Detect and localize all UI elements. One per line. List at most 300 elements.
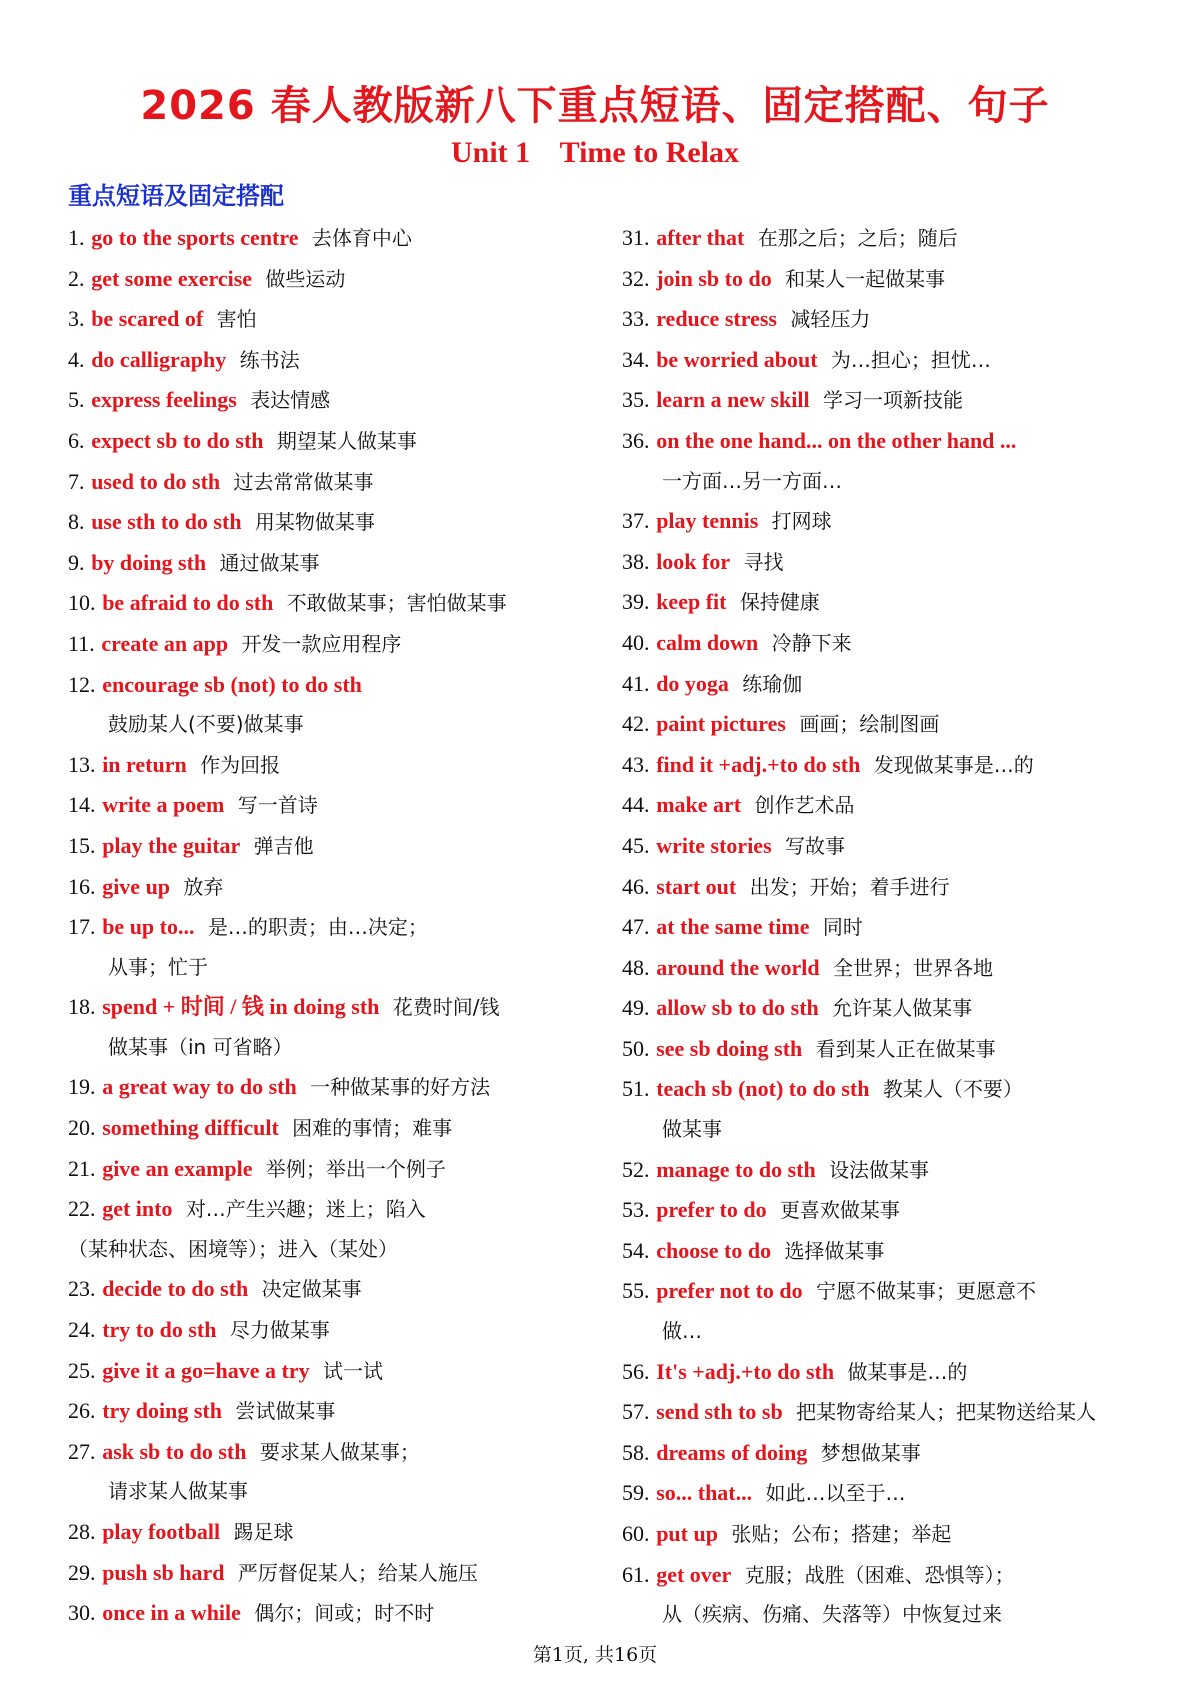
phrase-item bbox=[68, 1593, 568, 1634]
phrase-line bbox=[68, 1512, 568, 1553]
phrase-list-right bbox=[622, 218, 1142, 1635]
item-number: 5. bbox=[68, 387, 85, 413]
item-number: 26. bbox=[68, 1398, 96, 1424]
item-number: 35. bbox=[622, 387, 650, 413]
phrase-line bbox=[622, 907, 1142, 948]
chinese-meaning: 表达情感 bbox=[250, 388, 331, 413]
item-number: 14. bbox=[68, 792, 96, 818]
phrase-line bbox=[68, 1310, 568, 1351]
chinese-meaning: 减轻压力 bbox=[790, 307, 871, 332]
page-footer: 第1页, 共16页 bbox=[532, 1644, 658, 1666]
chinese-meaning: 不敢做某事；害怕做某事 bbox=[286, 591, 507, 616]
item-number: 56. bbox=[622, 1358, 650, 1384]
phrase-item bbox=[68, 259, 568, 300]
chinese-meaning: 写一首诗 bbox=[237, 793, 318, 818]
phrase-line bbox=[622, 421, 1142, 462]
chinese-meaning: 画画；绘制图画 bbox=[799, 712, 940, 737]
item-number: 1. bbox=[68, 225, 85, 250]
item-number: 36. bbox=[622, 427, 650, 453]
phrase-line bbox=[622, 988, 1142, 1029]
item-number: 10. bbox=[68, 590, 96, 616]
item-number: 11. bbox=[68, 630, 95, 656]
item-number: 59. bbox=[622, 1480, 650, 1506]
phrase-line bbox=[622, 380, 1142, 421]
item-number: 7. bbox=[68, 468, 85, 494]
phrase-line bbox=[622, 664, 1142, 705]
phrase-line bbox=[622, 1029, 1142, 1070]
item-number: 54. bbox=[622, 1237, 650, 1263]
phrase-item bbox=[622, 1433, 1142, 1474]
english-phrase: send sth to sb bbox=[656, 1399, 783, 1425]
phrase-line bbox=[622, 1392, 1142, 1433]
english-phrase: reduce stress bbox=[656, 306, 777, 332]
english-phrase: expect sb to do sth bbox=[91, 427, 264, 453]
english-phrase: play tennis bbox=[656, 508, 759, 534]
phrase-item bbox=[622, 1473, 1142, 1514]
phrase-item bbox=[622, 1514, 1142, 1555]
phrase-item bbox=[622, 299, 1142, 340]
item-number: 22. bbox=[68, 1196, 96, 1222]
item-number: 6. bbox=[68, 427, 85, 453]
english-phrase: create an app bbox=[101, 630, 229, 656]
phrase-line bbox=[68, 826, 568, 867]
item-number: 29. bbox=[68, 1559, 96, 1585]
chinese-meaning: 写故事 bbox=[785, 833, 845, 858]
chinese-meaning: 害怕 bbox=[216, 307, 257, 332]
chinese-meaning: 尽力做某事 bbox=[229, 1318, 330, 1343]
phrase-line bbox=[622, 501, 1142, 542]
item-number: 52. bbox=[622, 1156, 650, 1182]
chinese-meaning: 放弃 bbox=[183, 874, 224, 899]
english-phrase: be worried about bbox=[656, 346, 818, 372]
phrase-line bbox=[622, 1514, 1142, 1555]
section-title: 重点短语及固定搭配 bbox=[68, 182, 284, 210]
english-phrase: give up bbox=[102, 873, 171, 899]
english-phrase: use sth to do sth bbox=[91, 509, 242, 535]
item-number: 44. bbox=[622, 792, 650, 818]
english-phrase: learn a new skill bbox=[656, 387, 810, 413]
english-phrase: be afraid to do sth bbox=[102, 590, 274, 616]
english-phrase: a great way to do sth bbox=[102, 1074, 297, 1100]
phrase-item bbox=[622, 582, 1142, 623]
phrase-item bbox=[622, 948, 1142, 989]
item-number: 23. bbox=[68, 1276, 96, 1302]
phrase-item bbox=[68, 1108, 568, 1149]
chinese-meaning: 弹吉他 bbox=[253, 833, 314, 858]
chinese-meaning: 克服；战胜（困难、恐惧等）； bbox=[744, 1562, 1015, 1587]
item-number: 34. bbox=[622, 346, 650, 372]
phrase-line bbox=[68, 340, 568, 381]
english-phrase: try to do sth bbox=[102, 1317, 217, 1343]
phrase-line bbox=[68, 624, 568, 665]
phrase-line bbox=[68, 218, 568, 259]
chinese-meaning: 打网球 bbox=[771, 509, 832, 534]
english-phrase: look for bbox=[656, 548, 731, 574]
english-phrase: encourage sb (not) to do sth bbox=[102, 671, 362, 697]
phrase-line bbox=[622, 1231, 1142, 1272]
phrase-item bbox=[68, 987, 568, 1067]
english-phrase: try doing sth bbox=[102, 1398, 222, 1424]
phrase-line bbox=[622, 1473, 1142, 1514]
phrase-item bbox=[622, 340, 1142, 381]
phrase-item bbox=[68, 583, 568, 624]
item-number: 51. bbox=[622, 1076, 650, 1102]
phrase-list-left bbox=[68, 218, 568, 1634]
english-phrase: find it +adj.+to do sth bbox=[656, 751, 861, 777]
phrase-item bbox=[622, 1231, 1142, 1272]
chinese-meaning-continued: 做某事（in 可省略） bbox=[108, 1034, 293, 1059]
phrase-item bbox=[622, 1392, 1142, 1433]
item-number: 4. bbox=[68, 346, 85, 372]
item-number: 3. bbox=[68, 306, 85, 332]
english-phrase: spend + 时间 / 钱 in doing sth bbox=[102, 994, 380, 1020]
phrase-line bbox=[622, 542, 1142, 583]
english-phrase: join sb to do bbox=[656, 265, 772, 291]
phrase-line bbox=[622, 1150, 1142, 1191]
phrase-line bbox=[68, 1269, 568, 1310]
english-phrase: dreams of doing bbox=[656, 1439, 808, 1465]
english-phrase: allow sb to do sth bbox=[656, 995, 819, 1021]
english-phrase: express feelings bbox=[91, 387, 237, 413]
phrase-item bbox=[68, 1512, 568, 1553]
chinese-meaning: 梦想做某事 bbox=[820, 1440, 921, 1465]
item-number: 21. bbox=[68, 1155, 96, 1181]
item-number: 58. bbox=[622, 1439, 650, 1465]
unit-subtitle: Unit 1 Time to Relax bbox=[450, 136, 740, 169]
chinese-meaning: 通过做某事 bbox=[219, 550, 320, 575]
phrase-line bbox=[622, 1271, 1142, 1312]
phrase-line bbox=[622, 867, 1142, 908]
item-number: 9. bbox=[68, 549, 85, 575]
english-phrase: give it a go=have a try bbox=[102, 1357, 310, 1383]
phrase-item bbox=[622, 501, 1142, 542]
item-number: 33. bbox=[622, 306, 650, 332]
phrase-line bbox=[622, 826, 1142, 867]
chinese-meaning: 练瑜伽 bbox=[742, 671, 803, 696]
english-phrase: write stories bbox=[656, 832, 772, 858]
phrase-line bbox=[68, 380, 568, 421]
phrase-item bbox=[68, 1553, 568, 1594]
phrase-item bbox=[68, 1067, 568, 1108]
english-phrase: play the guitar bbox=[102, 832, 241, 858]
chinese-meaning-continued: 从（疾病、伤痛、失落等）中恢复过来 bbox=[662, 1602, 1002, 1627]
chinese-meaning: 为…担心；担忧… bbox=[830, 347, 991, 372]
chinese-meaning: 是…的职责；由…决定； bbox=[207, 915, 428, 940]
english-phrase: keep fit bbox=[656, 589, 727, 615]
chinese-meaning: 创作艺术品 bbox=[754, 793, 855, 818]
phrase-item bbox=[622, 380, 1142, 421]
phrase-item bbox=[68, 624, 568, 665]
english-phrase: manage to do sth bbox=[656, 1156, 816, 1182]
english-phrase: get into bbox=[102, 1196, 173, 1222]
phrase-item bbox=[622, 1190, 1142, 1231]
item-number: 16. bbox=[68, 873, 96, 899]
phrase-item bbox=[68, 745, 568, 786]
english-phrase: prefer not to do bbox=[656, 1278, 803, 1304]
phrase-item bbox=[622, 1555, 1142, 1635]
chinese-meaning-continued: 请求某人做某事 bbox=[108, 1479, 248, 1504]
english-phrase: used to do sth bbox=[91, 468, 221, 494]
chinese-meaning: 同时 bbox=[822, 915, 863, 940]
phrase-item bbox=[622, 704, 1142, 745]
chinese-meaning: 设法做某事 bbox=[829, 1157, 930, 1182]
item-number: 45. bbox=[622, 832, 650, 858]
english-phrase: see sb doing sth bbox=[656, 1035, 803, 1061]
english-phrase: ask sb to do sth bbox=[102, 1438, 247, 1464]
chinese-meaning: 试一试 bbox=[323, 1358, 383, 1383]
item-number: 42. bbox=[622, 711, 650, 737]
phrase-line bbox=[622, 1352, 1142, 1393]
phrase-item bbox=[622, 867, 1142, 908]
phrase-line bbox=[68, 421, 568, 462]
chinese-meaning: 偶尔；间或；时不时 bbox=[254, 1601, 435, 1626]
chinese-meaning: 冷静下来 bbox=[771, 630, 852, 655]
english-phrase: play football bbox=[102, 1519, 221, 1544]
phrase-line bbox=[68, 1189, 568, 1230]
phrase-line bbox=[68, 462, 568, 503]
chinese-meaning: 决定做某事 bbox=[261, 1277, 362, 1302]
english-phrase: in return bbox=[102, 751, 187, 777]
item-number: 25. bbox=[68, 1357, 96, 1383]
phrase-item bbox=[68, 421, 568, 462]
phrase-line bbox=[68, 907, 568, 948]
english-phrase: after that bbox=[656, 225, 745, 250]
phrase-line bbox=[68, 1351, 568, 1392]
phrase-item bbox=[68, 785, 568, 826]
chinese-meaning: 更喜欢做某事 bbox=[779, 1198, 900, 1223]
phrase-item bbox=[622, 623, 1142, 664]
phrase-item bbox=[68, 299, 568, 340]
phrase-line bbox=[68, 1067, 568, 1108]
chinese-meaning: 用某物做某事 bbox=[254, 510, 375, 535]
phrase-line bbox=[68, 583, 568, 624]
item-number: 40. bbox=[622, 629, 650, 655]
phrase-line bbox=[68, 1391, 568, 1432]
chinese-meaning: 花费时间/钱 bbox=[392, 995, 500, 1020]
english-phrase: prefer to do bbox=[656, 1197, 767, 1223]
phrase-line bbox=[622, 218, 1142, 259]
english-phrase: at the same time bbox=[656, 914, 810, 940]
chinese-meaning-continued: 一方面…另一方面… bbox=[662, 468, 842, 493]
phrase-line bbox=[622, 340, 1142, 381]
item-number: 39. bbox=[622, 589, 650, 615]
phrase-item bbox=[68, 380, 568, 421]
phrase-item bbox=[68, 1269, 568, 1310]
phrase-item bbox=[68, 665, 568, 745]
item-number: 38. bbox=[622, 548, 650, 574]
english-phrase: paint pictures bbox=[656, 711, 786, 737]
item-number: 31. bbox=[622, 225, 650, 250]
phrase-item bbox=[622, 745, 1142, 786]
item-number: 30. bbox=[68, 1600, 96, 1626]
phrase-item bbox=[622, 1150, 1142, 1191]
phrase-line bbox=[68, 1108, 568, 1149]
phrase-item bbox=[68, 1432, 568, 1512]
english-phrase: give an example bbox=[102, 1155, 253, 1181]
phrase-item bbox=[68, 1149, 568, 1190]
phrase-item bbox=[622, 664, 1142, 705]
phrase-line bbox=[68, 543, 568, 584]
chinese-meaning: 困难的事情；难事 bbox=[292, 1116, 453, 1141]
chinese-meaning: 教某人（不要） bbox=[882, 1077, 1023, 1102]
item-number: 15. bbox=[68, 832, 96, 858]
chinese-meaning: 如此…以至于… bbox=[765, 1481, 906, 1506]
chinese-meaning: 保持健康 bbox=[739, 590, 820, 615]
phrase-item bbox=[622, 826, 1142, 867]
chinese-meaning: 宁愿不做某事；更愿意不 bbox=[816, 1279, 1036, 1304]
chinese-meaning-continued: 从事；忙于 bbox=[108, 954, 208, 979]
phrase-line bbox=[622, 259, 1142, 300]
phrase-item bbox=[68, 907, 568, 987]
english-phrase: on the one hand... on the other hand ... bbox=[656, 427, 1017, 453]
phrase-item bbox=[622, 1069, 1142, 1149]
item-number: 48. bbox=[622, 954, 650, 980]
chinese-meaning: 看到某人正在做某事 bbox=[815, 1036, 996, 1061]
phrase-line bbox=[622, 1190, 1142, 1231]
phrase-item bbox=[622, 542, 1142, 583]
phrase-item bbox=[68, 462, 568, 503]
english-phrase: do calligraphy bbox=[91, 346, 227, 372]
item-number: 46. bbox=[622, 873, 650, 899]
phrase-item bbox=[622, 218, 1142, 259]
phrase-item bbox=[622, 988, 1142, 1029]
phrase-line bbox=[68, 1432, 568, 1473]
english-phrase: put up bbox=[656, 1521, 718, 1546]
phrase-line bbox=[622, 1433, 1142, 1474]
phrase-line bbox=[622, 704, 1142, 745]
item-number: 28. bbox=[68, 1519, 96, 1544]
phrase-item bbox=[622, 1271, 1142, 1351]
english-phrase: by doing sth bbox=[91, 549, 207, 575]
phrase-line bbox=[68, 1149, 568, 1190]
chinese-meaning: 开发一款应用程序 bbox=[241, 631, 402, 656]
phrase-item bbox=[622, 785, 1142, 826]
phrase-line bbox=[68, 259, 568, 300]
chinese-meaning: 尝试做某事 bbox=[235, 1399, 336, 1424]
english-phrase: something difficult bbox=[102, 1115, 279, 1141]
english-phrase: so... that... bbox=[656, 1480, 753, 1506]
phrase-line bbox=[622, 582, 1142, 623]
chinese-meaning: 张贴；公布；搭建；举起 bbox=[731, 1522, 952, 1546]
phrase-item bbox=[68, 218, 568, 259]
item-number: 55. bbox=[622, 1278, 650, 1304]
english-phrase: once in a while bbox=[102, 1600, 241, 1626]
chinese-meaning: 做某事是…的 bbox=[847, 1359, 968, 1384]
phrase-line bbox=[622, 1069, 1142, 1110]
item-number: 2. bbox=[68, 265, 85, 291]
phrase-line bbox=[622, 785, 1142, 826]
item-number: 13. bbox=[68, 751, 96, 777]
chinese-meaning: 对…产生兴趣；迷上；陷入 bbox=[185, 1197, 426, 1222]
phrase-line bbox=[622, 1555, 1142, 1596]
english-phrase: push sb hard bbox=[102, 1559, 225, 1585]
english-phrase: be up to... bbox=[102, 914, 195, 940]
phrase-item bbox=[68, 1310, 568, 1351]
english-phrase: decide to do sth bbox=[102, 1276, 249, 1302]
item-number: 17. bbox=[68, 914, 96, 940]
phrase-line bbox=[622, 745, 1142, 786]
item-number: 41. bbox=[622, 670, 650, 696]
chinese-meaning: 期望某人做某事 bbox=[276, 428, 417, 453]
english-phrase: teach sb (not) to do sth bbox=[656, 1076, 870, 1102]
item-number: 18. bbox=[68, 994, 96, 1020]
item-number: 61. bbox=[622, 1561, 650, 1587]
item-number: 32. bbox=[622, 265, 650, 291]
phrase-item bbox=[68, 826, 568, 867]
phrase-line bbox=[68, 502, 568, 543]
chinese-meaning: 过去常常做某事 bbox=[233, 469, 374, 494]
phrase-line bbox=[68, 867, 568, 908]
english-phrase: do yoga bbox=[656, 670, 729, 696]
phrase-item bbox=[68, 1351, 568, 1392]
english-phrase: get some exercise bbox=[91, 265, 253, 291]
item-number: 24. bbox=[68, 1317, 96, 1343]
item-number: 8. bbox=[68, 509, 85, 535]
item-number: 49. bbox=[622, 995, 650, 1021]
chinese-meaning: 发现做某事是…的 bbox=[873, 752, 1034, 777]
chinese-meaning: 练书法 bbox=[239, 347, 300, 372]
phrase-item bbox=[622, 907, 1142, 948]
phrase-item bbox=[68, 1189, 568, 1269]
english-phrase: It's +adj.+to do sth bbox=[656, 1358, 835, 1384]
english-phrase: start out bbox=[656, 873, 737, 899]
phrase-item bbox=[622, 1352, 1142, 1393]
chinese-meaning: 作为回报 bbox=[200, 752, 281, 777]
item-number: 12. bbox=[68, 671, 96, 697]
chinese-meaning: 全世界；世界各地 bbox=[832, 955, 993, 980]
english-phrase: calm down bbox=[656, 629, 759, 655]
chinese-meaning: 做些运动 bbox=[265, 266, 346, 291]
item-number: 37. bbox=[622, 508, 650, 534]
phrase-line bbox=[68, 1593, 568, 1634]
item-number: 19. bbox=[68, 1074, 96, 1100]
phrase-item bbox=[68, 502, 568, 543]
chinese-meaning-continued: 做某事 bbox=[662, 1117, 722, 1142]
chinese-meaning: 一种做某事的好方法 bbox=[310, 1075, 491, 1100]
page-title: 2026 春人教版新八下重点短语、固定搭配、句子 bbox=[140, 83, 1050, 129]
english-phrase: make art bbox=[656, 792, 742, 818]
phrase-line bbox=[68, 665, 568, 706]
phrase-item bbox=[68, 1391, 568, 1432]
chinese-meaning: 和某人一起做某事 bbox=[785, 266, 946, 291]
item-number: 57. bbox=[622, 1399, 650, 1425]
chinese-meaning: 允许某人做某事 bbox=[832, 996, 973, 1021]
english-phrase: get over bbox=[656, 1561, 732, 1587]
item-number: 43. bbox=[622, 751, 650, 777]
item-number: 53. bbox=[622, 1197, 650, 1223]
phrase-line bbox=[68, 745, 568, 786]
phrase-line bbox=[68, 785, 568, 826]
phrase-item bbox=[622, 1029, 1142, 1070]
chinese-meaning: 去体育中心 bbox=[311, 226, 412, 250]
chinese-meaning: 举例；举出一个例子 bbox=[265, 1156, 446, 1181]
chinese-meaning-continued: 鼓励某人(不要)做某事 bbox=[108, 712, 304, 737]
phrase-item bbox=[68, 543, 568, 584]
item-number: 20. bbox=[68, 1115, 96, 1141]
chinese-meaning: 把某物寄给某人；把某物送给某人 bbox=[796, 1400, 1097, 1425]
item-number: 27. bbox=[68, 1438, 96, 1464]
phrase-line bbox=[622, 623, 1142, 664]
item-number: 50. bbox=[622, 1035, 650, 1061]
chinese-meaning: 要求某人做某事； bbox=[259, 1439, 420, 1464]
phrase-item bbox=[68, 340, 568, 381]
chinese-meaning: 踢足球 bbox=[233, 1520, 294, 1544]
chinese-meaning-continued: 做… bbox=[662, 1319, 702, 1344]
item-number: 60. bbox=[622, 1521, 650, 1546]
phrase-line bbox=[68, 987, 568, 1028]
chinese-meaning: 在那之后；之后；随后 bbox=[757, 226, 958, 250]
english-phrase: be scared of bbox=[91, 306, 204, 332]
